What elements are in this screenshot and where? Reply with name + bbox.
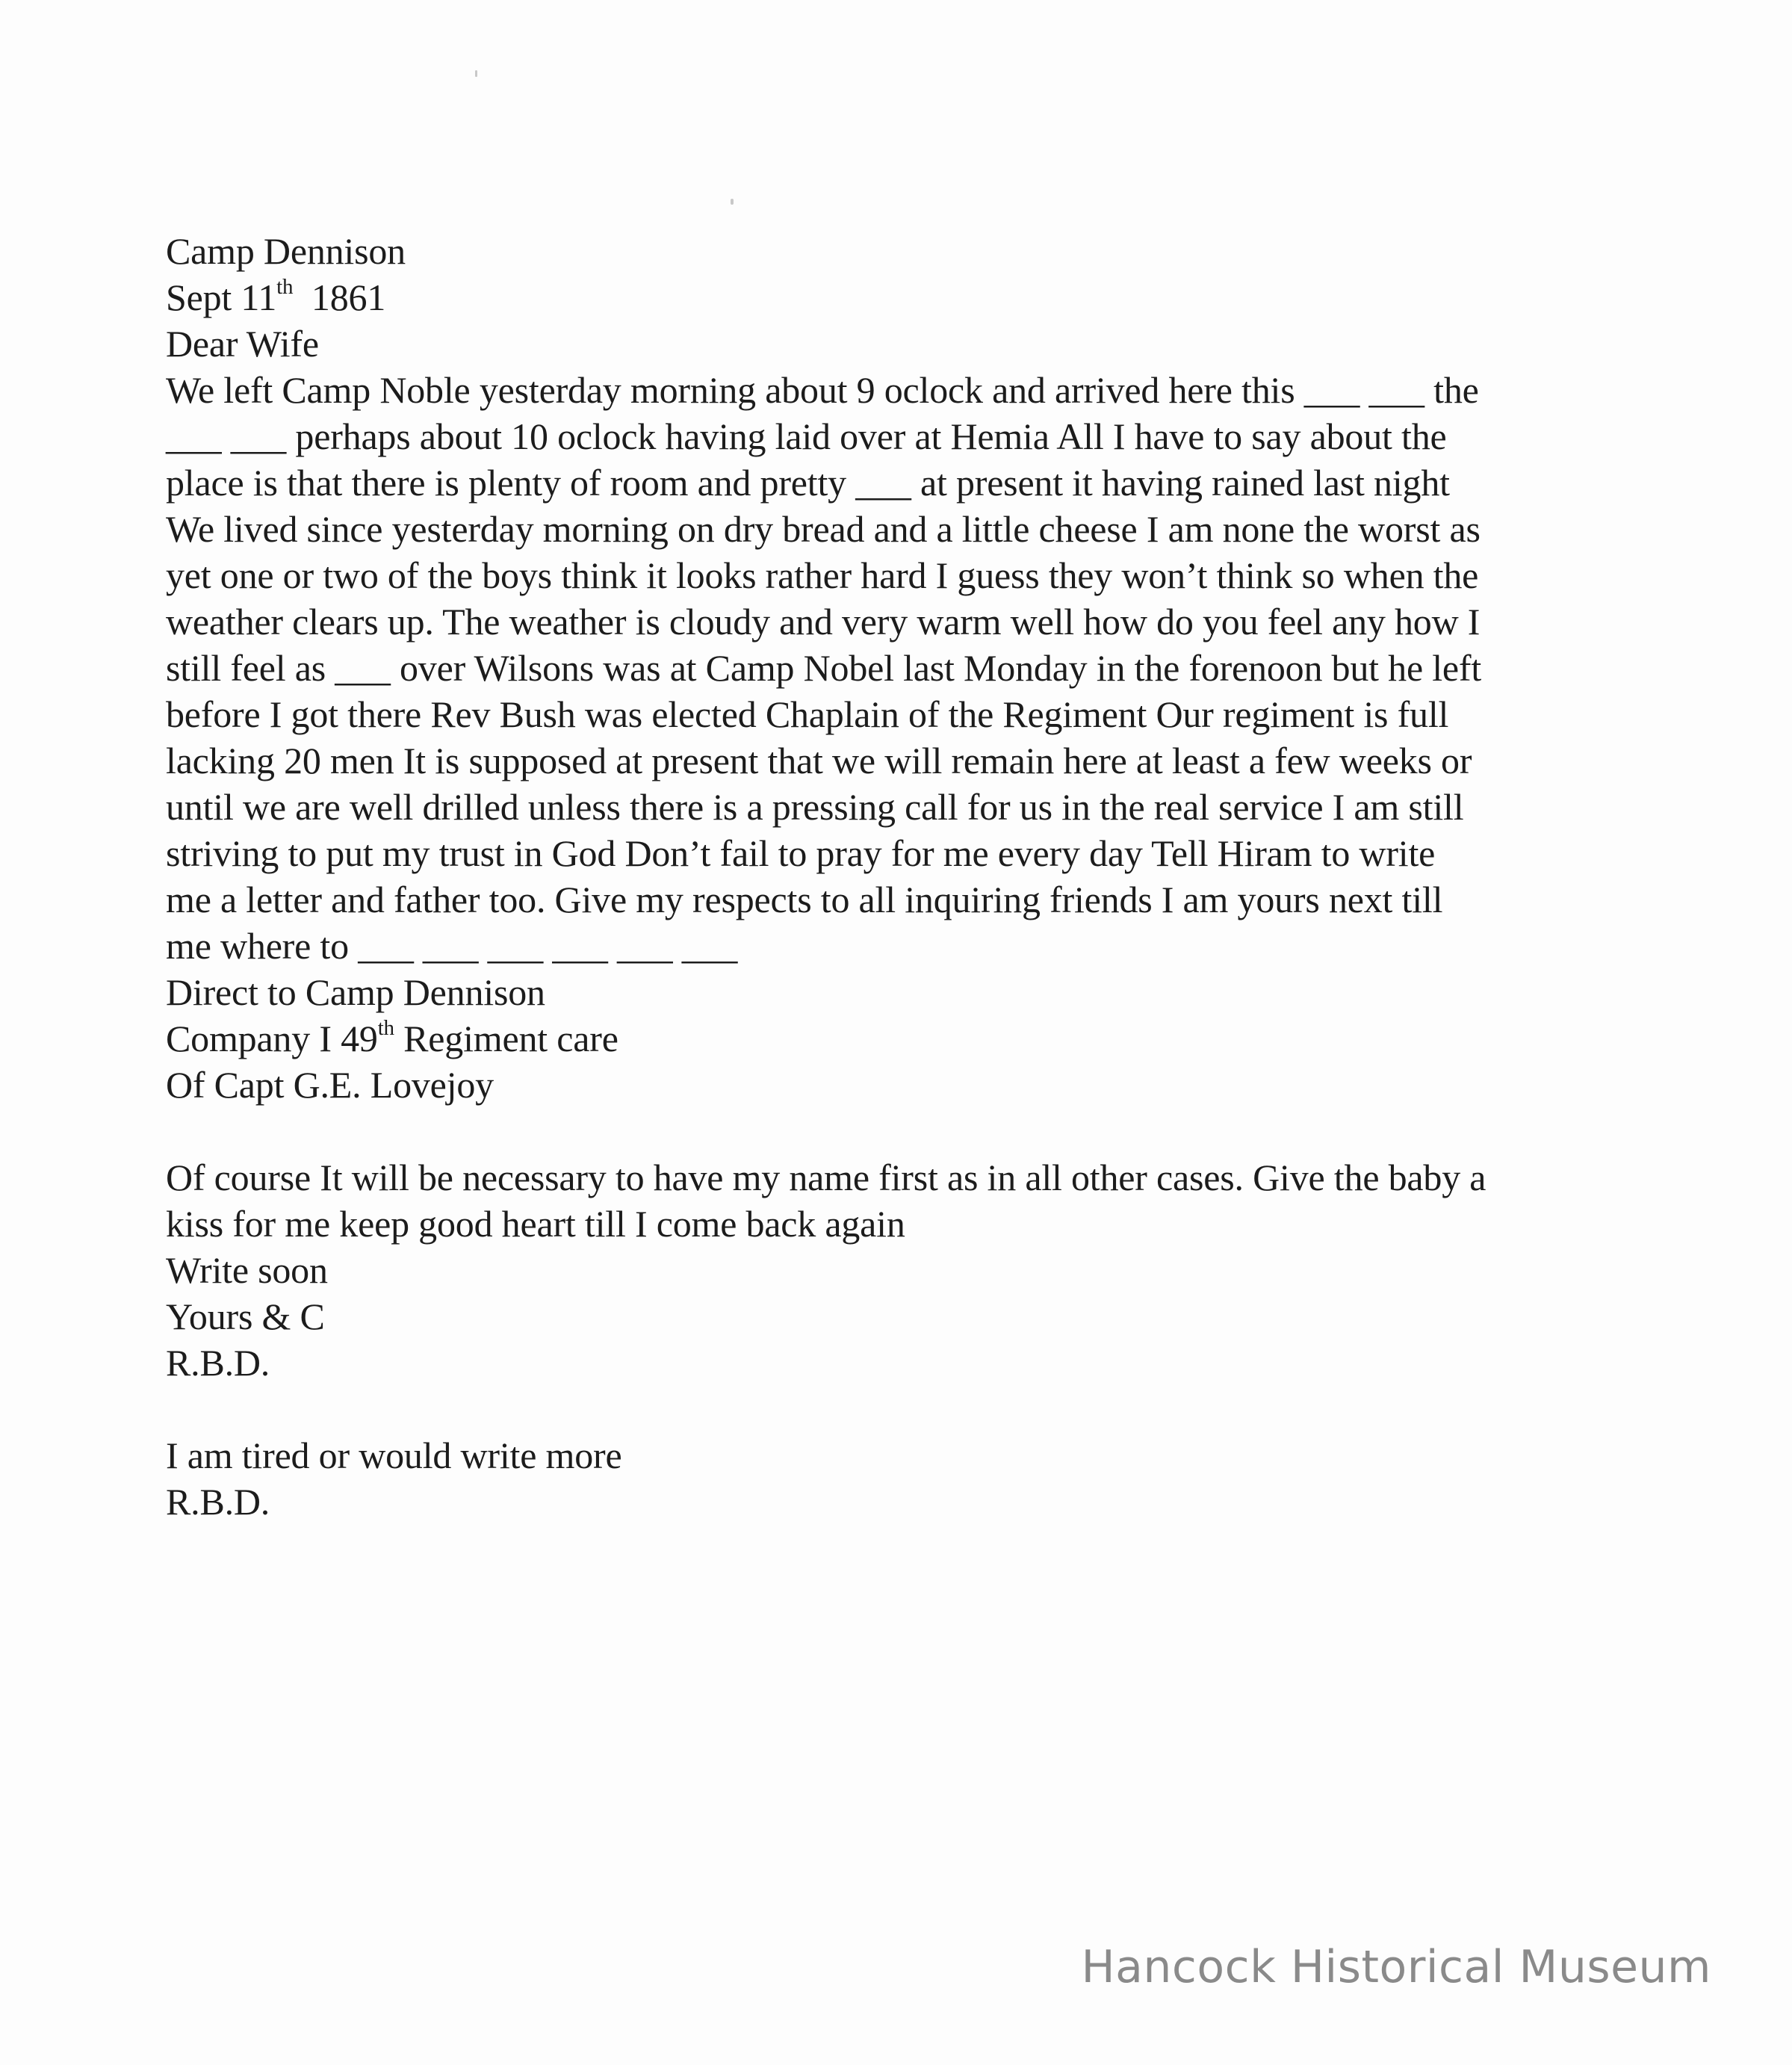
company-prefix: Company I 49 [166,1018,378,1059]
address-direct-to: Direct to Camp Dennison [166,971,545,1013]
body-line: before I got there Rev Bush was elected Chaplain of the Regiment Our regiment is full [166,693,1449,735]
date-year: 1861 [311,276,386,318]
signature-initials: R.B.D. [166,1342,270,1384]
letter-transcription [166,228,1630,1525]
closing-write-soon: Write soon [166,1249,328,1291]
body-line: yet one or two of the boys think it looks rather hard I guess they won’t think so when the [166,554,1479,596]
body-line: me where to ___ ___ ___ ___ ___ ___ [166,925,738,967]
body-line: We lived since yesterday morning on dry bread and a little cheese I am none the worst as [166,508,1481,550]
letter-date [166,274,1630,321]
address-company [166,1015,1630,1062]
postscript-line: Of course It will be necessary to have my name first as in all other cases. Give the baby a [166,1157,1486,1198]
closing-note: I am tired or would write more [166,1434,622,1476]
museum-watermark: Hancock Historical Museum [1081,1941,1711,1993]
paragraph-gap [166,1386,1630,1432]
paragraph-gap [166,1108,1630,1154]
body-line: place is that there is plenty of room and pretty ___ at present it having rained last night [166,462,1450,504]
body-line: weather clears up. The weather is cloudy and very warm well how do you feel any how I [166,601,1481,643]
body-line: still feel as ___ over Wilsons was at Camp Nobel last Monday in the forenoon but he left [166,647,1482,689]
scan-speck [475,70,477,77]
signature-initials-final: R.B.D. [166,1481,270,1523]
letter-salutation: Dear Wife [166,323,319,365]
address-captain: Of Capt G.E. Lovejoy [166,1064,494,1106]
body-line: lacking 20 men It is supposed at present that we will remain here at least a few weeks or [166,740,1472,781]
date-suffix: th [276,275,294,299]
body-line: until we are well drilled unless there is a pressing call for us in the real service I am still [166,786,1464,828]
company-ordinal: th [377,1016,394,1040]
body-line: striving to put my trust in God Don’t fail to pray for me every day Tell Hiram to write [166,832,1436,874]
company-suffix: Regiment care [394,1018,618,1059]
body-line: me a letter and father too. Give my respects to all inquiring friends I am yours next till [166,879,1443,920]
postscript-line: kiss for me keep good heart till I come back again [166,1203,905,1245]
body-line: ___ ___ perhaps about 10 oclock having laid over at Hemia All I have to say about the [166,415,1447,457]
date-prefix: Sept 11 [166,276,277,318]
scan-speck [731,199,734,205]
body-line: We left Camp Noble yesterday morning about 9 oclock and arrived here this ___ ___ the [166,369,1479,411]
letter-place: Camp Dennison [166,230,406,272]
closing-yours: Yours & C [166,1295,325,1337]
